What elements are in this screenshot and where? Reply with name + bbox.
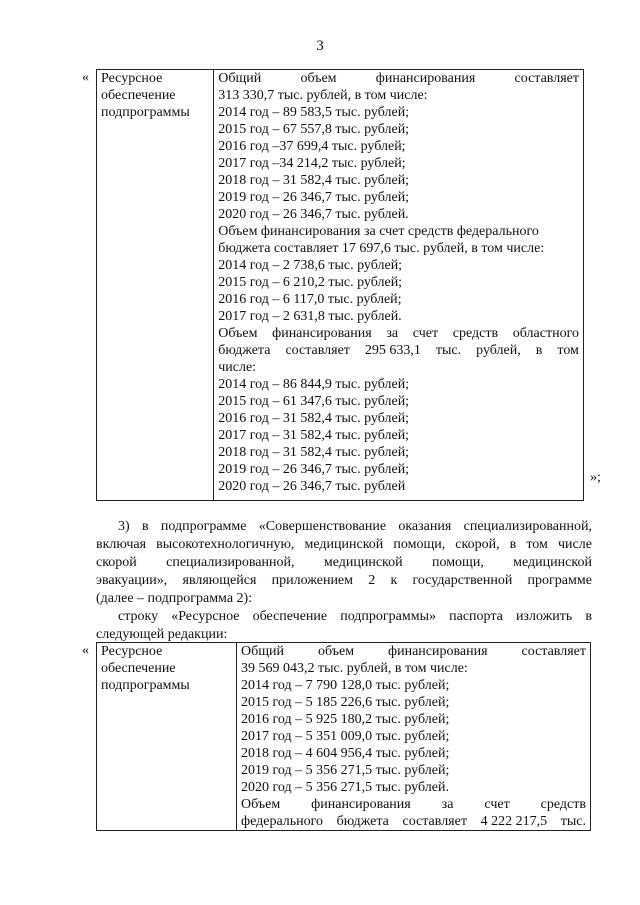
year-line: 2016 год – 31 582,4 тыс. рублей; — [218, 411, 410, 426]
label-cell-2 — [97, 643, 237, 831]
year-line: 2017 год –34 214,2 тыс. рублей; — [218, 156, 406, 171]
text-line: Объем финансирования за счет средств федерального — [218, 224, 539, 239]
paragraph-line-3: скорой специализированной, медицинской помощи, медицинской — [96, 555, 592, 570]
year-line: 2017 год – 31 582,4 тыс. рублей; — [218, 428, 410, 443]
year-line: 2020 год – 26 346,7 тыс. рублей. — [218, 207, 409, 222]
year-line: 2015 год – 6 210,2 тыс. рублей; — [218, 275, 403, 290]
federal-line-1: Объем финансирования за счет средств — [241, 797, 586, 812]
year-line: 2014 год – 86 844,9 тыс. рублей; — [218, 377, 410, 392]
year-line: 2019 год – 5 356 271,5 тыс. рублей; — [241, 763, 450, 778]
year-line: 2014 год – 89 583,5 тыс. рублей; — [218, 105, 410, 120]
label-line: обеспечение — [101, 88, 176, 103]
year-line: 2018 год – 31 582,4 тыс. рублей; — [218, 173, 410, 188]
total-line-justified: Общий объем финансирования составляет — [241, 644, 586, 659]
label-line: подпрограммы — [101, 678, 190, 693]
total-line-justified: Общий объем финансирования составляет — [218, 71, 579, 86]
regional-line-2: бюджета составляет 295 633,1 тыс. рублей, в том — [218, 343, 579, 358]
paragraph-line-2: включая высокотехнологичную, медицинской помощи, скорой, в том числе — [96, 537, 592, 552]
label-cell-1 — [97, 70, 214, 501]
year-line: 2016 год – 5 925 180,2 тыс. рублей; — [241, 712, 450, 727]
paragraph-line-7: следующей редакции: — [96, 627, 228, 642]
content-cell-1 — [214, 70, 584, 501]
resource-table-1 — [96, 69, 584, 501]
year-line: 2019 год – 26 346,7 тыс. рублей; — [218, 462, 410, 477]
year-line: 2015 год – 67 557,8 тыс. рублей; — [218, 122, 410, 137]
paragraph-line-5: (далее – подпрограмма 2): — [96, 591, 253, 606]
year-line: 2014 год – 2 738,6 тыс. рублей; — [218, 258, 403, 273]
year-line: 2020 год – 5 356 271,5 тыс. рублей. — [241, 780, 449, 795]
resource-table-2 — [96, 642, 591, 831]
federal-line-2: федерального бюджета составляет 4 222 217,5 тыс. — [241, 814, 586, 829]
label-line: Ресурсное — [101, 644, 163, 659]
page-number: 3 — [316, 38, 324, 54]
amendment-paragraph — [96, 518, 592, 644]
text-line: числе: — [218, 360, 257, 375]
content-cell-2 — [237, 643, 591, 831]
year-line: 2015 год – 5 185 226,6 тыс. рублей; — [241, 695, 450, 710]
year-line: 2017 год – 5 351 009,0 тыс. рублей; — [241, 729, 450, 744]
paragraph-line-6: строку «Ресурсное обеспечение подпрограммы» паспорта изложить в — [118, 609, 592, 624]
closing-quote-1: »; — [590, 470, 601, 485]
year-line: 2018 год – 31 582,4 тыс. рублей; — [218, 445, 410, 460]
year-line: 2016 год – 6 117,0 тыс. рублей; — [218, 292, 402, 307]
label-line: обеспечение — [101, 661, 176, 676]
year-line: 2015 год – 61 347,6 тыс. рублей; — [218, 394, 410, 409]
label-line: Ресурсное — [101, 71, 163, 86]
year-line: 2020 год – 26 346,7 тыс. рублей — [218, 479, 406, 494]
year-line: 2017 год – 2 631,8 тыс. рублей. — [218, 309, 402, 324]
text-line: бюджета составляет 17 697,6 тыс. рублей, в том числе: — [218, 241, 545, 256]
year-line: 2016 год –37 699,4 тыс. рублей; — [218, 139, 406, 154]
year-line: 2019 год – 26 346,7 тыс. рублей; — [218, 190, 410, 205]
paragraph-line-4: эвакуации», являющейся приложением 2 к государственной программе — [96, 573, 592, 588]
regional-line-1: Объем финансирования за счет средств областного — [218, 326, 579, 341]
opening-quote-1: « — [82, 70, 89, 85]
label-line: подпрограммы — [101, 105, 190, 120]
paragraph-line-1: 3) в подпрограмме «Совершенствование оказания специализированной, — [118, 519, 592, 534]
text-line: 313 330,7 тыс. рублей, в том числе: — [218, 88, 428, 103]
year-line: 2014 год – 7 790 128,0 тыс. рублей; — [241, 678, 450, 693]
opening-quote-2: « — [82, 643, 89, 658]
text-line: 39 569 043,2 тыс. рублей, в том числе: — [241, 661, 468, 676]
year-line: 2018 год – 4 604 956,4 тыс. рублей; — [241, 746, 450, 761]
